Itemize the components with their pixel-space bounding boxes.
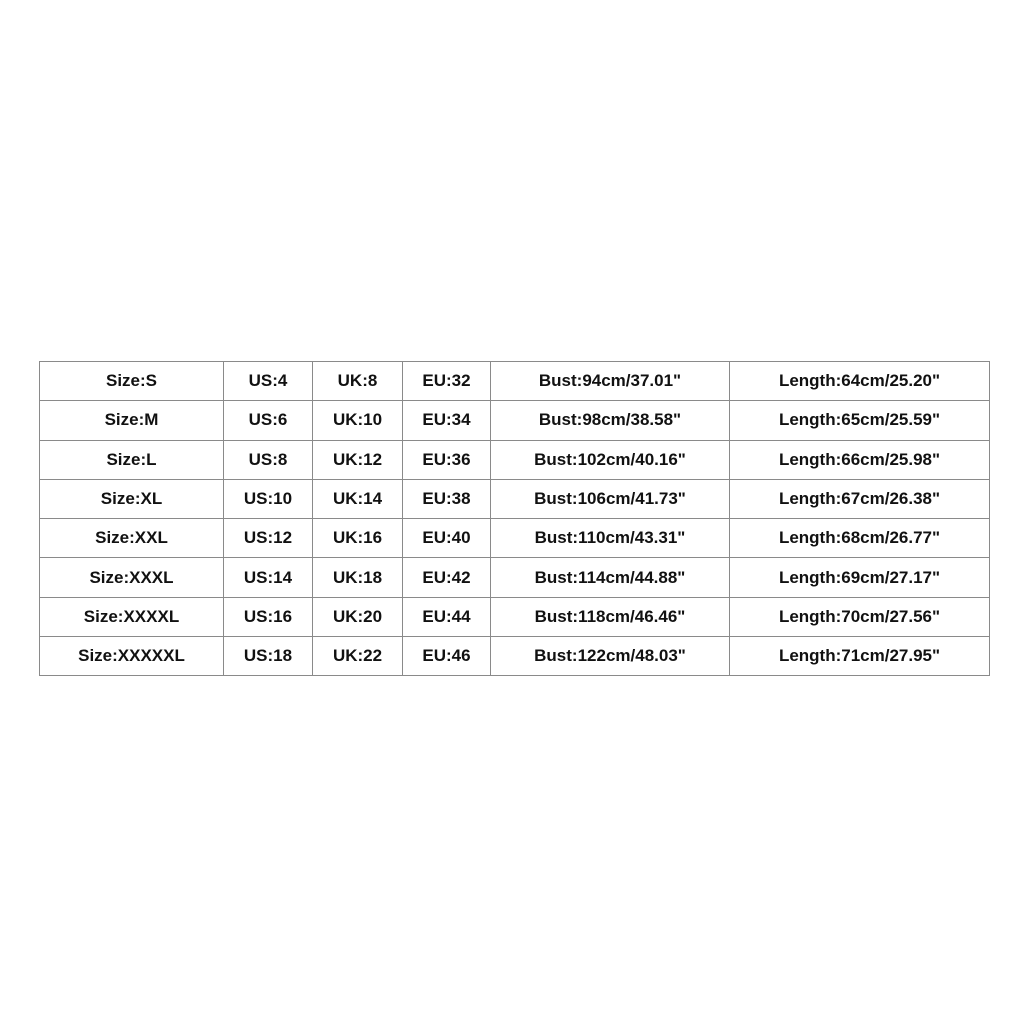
length-cell: Length:67cm/26.38" (730, 479, 990, 518)
bust-cell: Bust:110cm/43.31" (491, 519, 730, 558)
us-size-cell: US:6 (224, 401, 313, 440)
bust-cell: Bust:94cm/37.01" (491, 362, 730, 401)
eu-size-cell: EU:40 (403, 519, 491, 558)
uk-size-cell: UK:20 (313, 597, 403, 636)
bust-cell: Bust:114cm/44.88" (491, 558, 730, 597)
table-row (40, 401, 990, 440)
us-size-cell: US:12 (224, 519, 313, 558)
table-row (40, 558, 990, 597)
bust-cell: Bust:118cm/46.46" (491, 597, 730, 636)
uk-size-cell: UK:12 (313, 440, 403, 479)
size-chart-table (39, 361, 990, 676)
us-size-cell: US:18 (224, 637, 313, 676)
table-row (40, 479, 990, 518)
size-cell: Size:XXXL (40, 558, 224, 597)
length-cell: Length:68cm/26.77" (730, 519, 990, 558)
uk-size-cell: UK:14 (313, 479, 403, 518)
length-cell: Length:70cm/27.56" (730, 597, 990, 636)
eu-size-cell: EU:32 (403, 362, 491, 401)
size-cell: Size:XXXXXL (40, 637, 224, 676)
us-size-cell: US:10 (224, 479, 313, 518)
size-cell: Size:L (40, 440, 224, 479)
size-cell: Size:XXXXL (40, 597, 224, 636)
us-size-cell: US:4 (224, 362, 313, 401)
length-cell: Length:71cm/27.95" (730, 637, 990, 676)
eu-size-cell: EU:42 (403, 558, 491, 597)
table-row (40, 440, 990, 479)
eu-size-cell: EU:38 (403, 479, 491, 518)
table-row (40, 362, 990, 401)
length-cell: Length:64cm/25.20" (730, 362, 990, 401)
length-cell: Length:66cm/25.98" (730, 440, 990, 479)
size-cell: Size:XL (40, 479, 224, 518)
uk-size-cell: UK:18 (313, 558, 403, 597)
table-row (40, 637, 990, 676)
size-cell: Size:M (40, 401, 224, 440)
eu-size-cell: EU:44 (403, 597, 491, 636)
size-cell: Size:S (40, 362, 224, 401)
bust-cell: Bust:98cm/38.58" (491, 401, 730, 440)
table-row (40, 519, 990, 558)
us-size-cell: US:14 (224, 558, 313, 597)
bust-cell: Bust:102cm/40.16" (491, 440, 730, 479)
length-cell: Length:65cm/25.59" (730, 401, 990, 440)
eu-size-cell: EU:36 (403, 440, 491, 479)
eu-size-cell: EU:34 (403, 401, 491, 440)
uk-size-cell: UK:22 (313, 637, 403, 676)
table-row (40, 597, 990, 636)
bust-cell: Bust:122cm/48.03" (491, 637, 730, 676)
uk-size-cell: UK:8 (313, 362, 403, 401)
length-cell: Length:69cm/27.17" (730, 558, 990, 597)
us-size-cell: US:16 (224, 597, 313, 636)
size-cell: Size:XXL (40, 519, 224, 558)
uk-size-cell: UK:16 (313, 519, 403, 558)
bust-cell: Bust:106cm/41.73" (491, 479, 730, 518)
us-size-cell: US:8 (224, 440, 313, 479)
uk-size-cell: UK:10 (313, 401, 403, 440)
eu-size-cell: EU:46 (403, 637, 491, 676)
